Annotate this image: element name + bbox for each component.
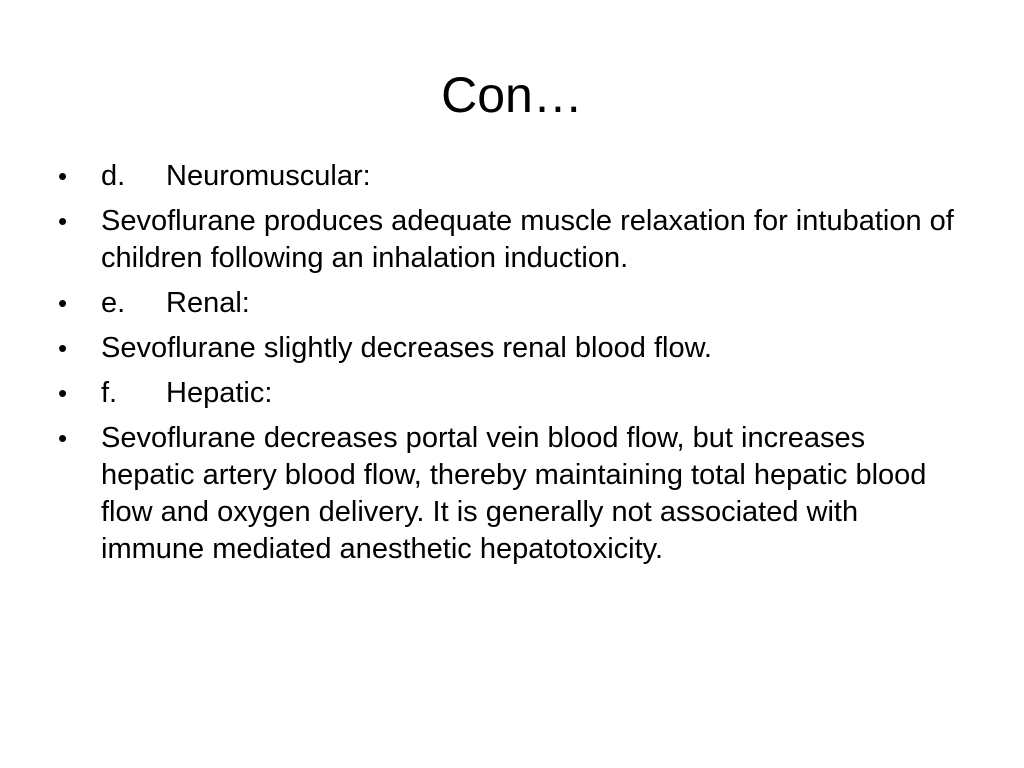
- bullet-icon: •: [58, 423, 68, 453]
- section-letter: e.: [101, 287, 126, 319]
- bullet-icon: •: [58, 333, 68, 363]
- slide-title: Con…: [441, 67, 583, 123]
- list-item: [0, 203, 1024, 277]
- section-letter: d.: [101, 160, 126, 192]
- bullet-text: Sevoflurane produces adequate muscle relaxation for intubation of children following an inhalation induction.: [101, 205, 954, 274]
- list-item: [0, 285, 1024, 322]
- bullet-text: Sevoflurane slightly decreases renal blood flow.: [101, 332, 712, 364]
- section-letter: f.: [101, 377, 118, 409]
- bullet-icon: •: [58, 206, 68, 236]
- bullet-icon: •: [58, 378, 68, 408]
- list-item: [0, 375, 1024, 412]
- bullet-list: [0, 158, 1024, 576]
- bullet-icon: •: [58, 288, 68, 318]
- list-item: [0, 330, 1024, 367]
- bullet-icon: •: [58, 161, 68, 191]
- list-item: [0, 158, 1024, 195]
- list-item: [0, 420, 1024, 568]
- bullet-text: Sevoflurane decreases portal vein blood flow, but increases hepatic artery blood flow, thereby maintaining total hepatic blood flow and oxygen delivery. It is generally not associated with immune mediated anesthetic hepatotoxicity.: [101, 422, 927, 565]
- section-heading: Hepatic:: [166, 377, 273, 409]
- section-heading: Neuromuscular:: [166, 160, 371, 192]
- section-heading: Renal:: [166, 287, 250, 319]
